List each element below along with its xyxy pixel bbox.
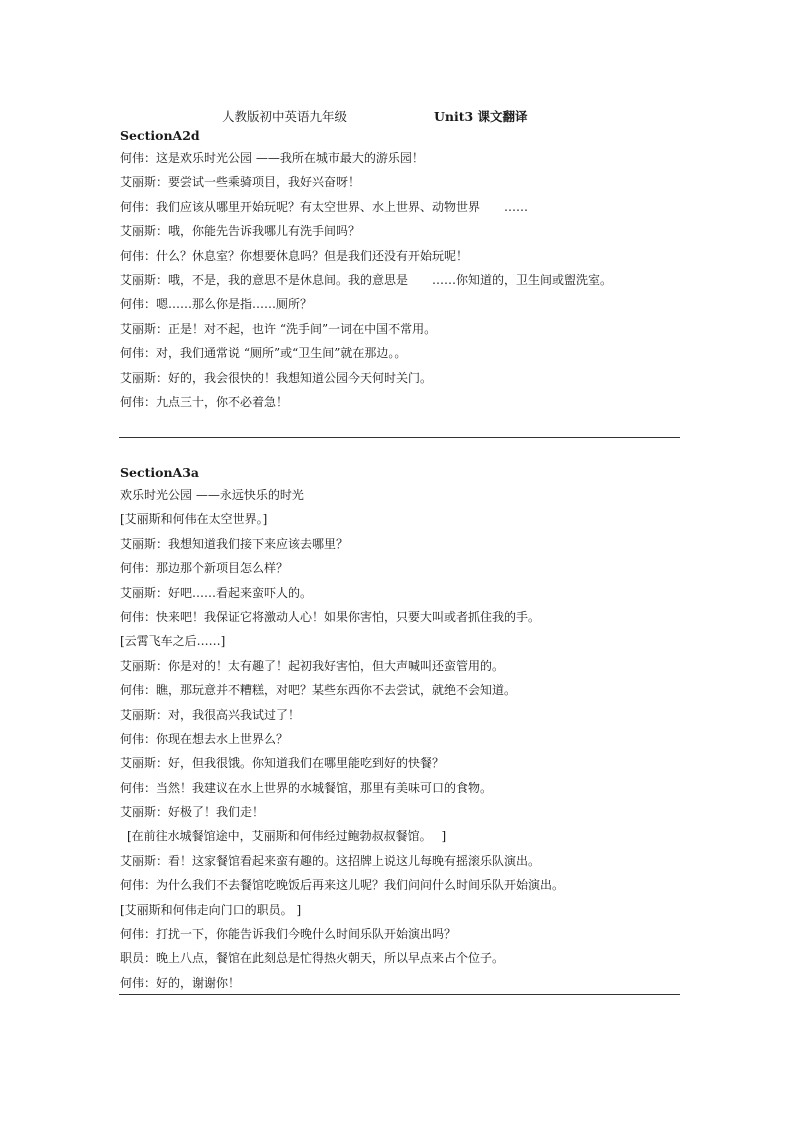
header-unit-title: Unit3 课文翻译 [434,109,528,124]
page-header [0,107,800,125]
bottom-divider [119,994,680,995]
dialogue-line: [艾丽斯和何伟走向门口的职员。 ] [120,902,302,917]
dialogue-line: 艾丽斯：对，我很高兴我试过了！ [120,707,301,722]
dialogue-line: 艾丽斯：好极了！我们走！ [120,805,265,820]
section-divider [119,437,680,438]
dialogue-line: 何伟：当然！我建议在水上世界的水城餐馆，那里有美味可口的食物。 [120,780,493,795]
dialogue-line: 何伟：你现在想去水上世界么？ [120,731,289,746]
dialogue-line: 艾丽斯：好的，我会很快的！我想知道公园今天何时关门。 [120,370,433,385]
dialogue-line: 何伟：对，我们通常说 “厕所”或“卫生间”就在那边。。 [120,346,407,361]
dialogue-line: 艾丽斯：要尝试一些乘骑项目，我好兴奋呀！ [120,175,361,190]
dialogue-line: 何伟：这是欢乐时光公园 ——我所在城市最大的游乐园！ [120,151,424,165]
dialogue-line: 艾丽斯：好，但我很饿。你知道我们在哪里能吃到好的快餐？ [120,756,445,771]
section-a2d [120,125,680,414]
dialogue-line: 何伟：什么？休息室？你想要休息吗？但是我们还没有开始玩呢！ [120,248,469,263]
dialogue-line: [云霄飞车之后……] [120,634,226,649]
section-a3a-dialogue [120,483,680,995]
dialogue-line: 艾丽斯：好吧……看起来蛮吓人的。 [120,585,313,600]
dialogue-line: 何伟：那边那个新项目怎么样？ [120,561,289,576]
section-a2d-title: SectionA2d [120,128,200,143]
section-a3a-title: SectionA3a [120,465,200,480]
dialogue-line: 艾丽斯：哦，你能先告诉我哪儿有洗手间吗？ [120,224,361,239]
dialogue-line: 欢乐时光公园 ——永远快乐的时光 [120,488,304,502]
dialogue-line: 何伟：我们应该从哪里开始玩呢？有太空世界、水上世界、动物世界 …… [120,199,529,214]
dialogue-line: 艾丽斯：哦，不是，我的意思不是休息间。我的意思是 ……你知道的，卫生间或盥洗室。 [120,272,613,287]
header-textbook: 人教版初中英语九年级 [222,109,348,124]
dialogue-line: 何伟：为什么我们不去餐馆吃晚饭后再来这儿呢？我们问问什么时间乐队开始演出。 [120,878,565,893]
dialogue-line: 艾丽斯：看！这家餐馆看起来蛮有趣的。这招牌上说这儿每晚有摇滚乐队演出。 [120,853,541,868]
section-a2d-dialogue [120,146,680,414]
dialogue-line: [在前往水城餐馆途中，艾丽斯和何伟经过鲍勃叔叔餐馆。 ] [127,829,447,844]
dialogue-line: 何伟：好的，谢谢你！ [120,975,241,990]
dialogue-line: 艾丽斯：我想知道我们接下来应该去哪里？ [120,536,349,551]
dialogue-line: 艾丽斯：你是对的！太有趣了！起初我好害怕，但大声喊叫还蛮管用的。 [120,658,505,673]
dialogue-line: 何伟：打扰一下，你能告诉我们今晚什么时间乐队开始演出吗？ [120,927,457,942]
dialogue-line: [艾丽斯和何伟在太空世界。] [120,512,268,527]
dialogue-line: 何伟：瞧，那玩意并不糟糕，对吧？某些东西你不去尝试，就绝不会知道。 [120,683,517,698]
dialogue-line: 职员：晚上八点，餐馆在此刻总是忙得热火朝天，所以早点来占个位子。 [120,951,505,966]
dialogue-line: 何伟：九点三十，你不必着急！ [120,394,289,409]
dialogue-line: 何伟：嗯……那么你是指……厕所？ [120,297,313,312]
dialogue-line: 艾丽斯：正是！对不起，也许 “洗手间”一词在中国不常用。 [120,321,437,336]
dialogue-line: 何伟：快来吧！我保证它将激动人心！如果你害怕，只要大叫或者抓住我的手。 [120,609,541,624]
section-a3a [120,462,680,995]
